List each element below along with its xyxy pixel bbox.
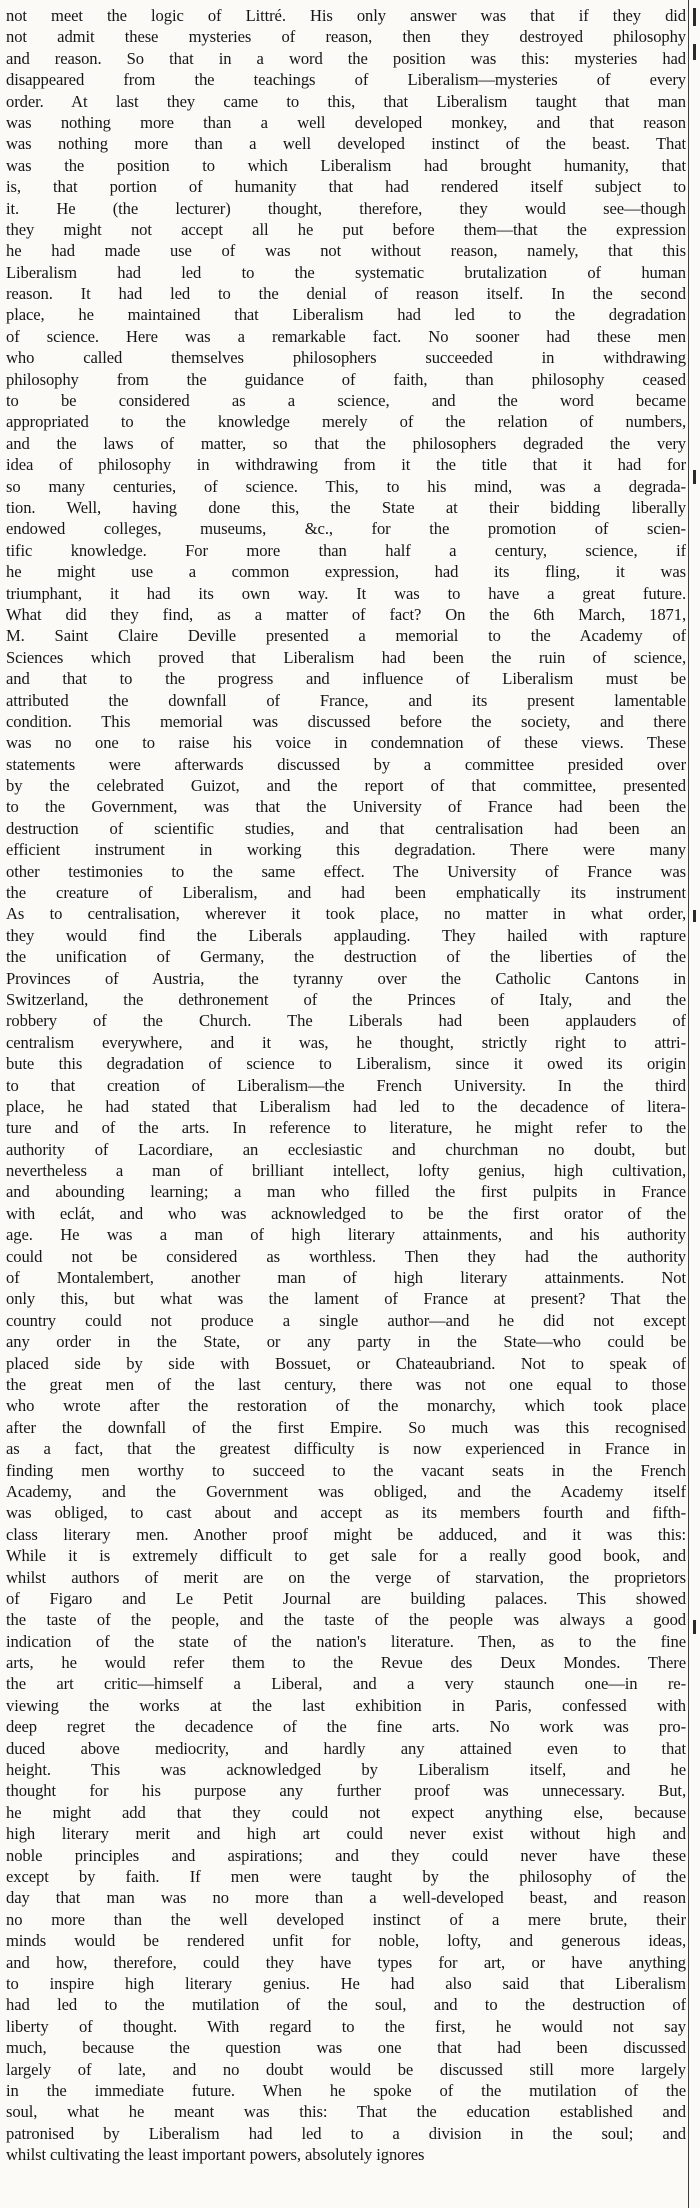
article-text-line: centralism everywhere, and it was, he thought, strictly right to attri- <box>6 1032 686 1052</box>
article-text-line: no more than the well developed instinct of a mere brute, their <box>6 1909 686 1929</box>
article-text-line: arts, he would refer them to the Revue des Deux Mondes. There <box>6 1653 686 1673</box>
article-text-line: destruction of scientific studies, and that centralisation had been an <box>6 818 686 838</box>
article-text-line: As to centralisation, wherever it took place, no matter in what order, <box>6 904 686 924</box>
article-text-line: noble principles and aspirations; and they could never have these <box>6 1845 686 1865</box>
article-text-line: he might use a common expression, had its fling, it was <box>6 562 686 582</box>
article-text-line: whilst authors of merit are on the verge of starvation, the proprietors <box>6 1567 686 1587</box>
article-text-line: was no one to raise his voice in condemnation of these views. These <box>6 733 686 753</box>
adjacent-column-edge-mark <box>693 44 696 60</box>
article-text-line: What did they find, as a matter of fact? On the 6th March, 1871, <box>6 604 686 624</box>
article-text-line: robbery of the Church. The Liberals had been applauders of <box>6 1011 686 1031</box>
article-text-line: they might not accept all he put before them—that the expression <box>6 219 686 239</box>
article-text-line: except by faith. If men were taught by the philosophy of the <box>6 1866 686 1886</box>
article-text-line: was nothing more than a well developed monkey, and that reason <box>6 112 686 132</box>
article-text-line: age. He was a man of high literary attainments, and his authority <box>6 1225 686 1245</box>
article-text-line: viewing the works at the last exhibition in Paris, confessed with <box>6 1695 686 1715</box>
article-text-line: condition. This memorial was discussed before the society, and there <box>6 711 686 731</box>
article-text-line: Academy, and the Government was obliged, and the Academy itself <box>6 1481 686 1501</box>
article-text-line: not meet the logic of Littré. His only answer was that if they did <box>6 6 686 25</box>
article-text-line: they would find the Liberals applauding. They hailed with rapture <box>6 925 686 945</box>
article-text-line: statements were afterwards discussed by a committee presided over <box>6 754 686 774</box>
article-text-line: Sciences which proved that Liberalism had been the ruin of science, <box>6 647 686 667</box>
article-text-line: class literary men. Another proof might be adduced, and it was this: <box>6 1524 686 1544</box>
article-text-line: other testimonies to the same effect. The University of France was <box>6 861 686 881</box>
article-text-line: endowed colleges, museums, &c., for the promotion of scien- <box>6 519 686 539</box>
article-text-line: to the Government, was that the University of France had been the <box>6 797 686 817</box>
article-text-line: and that to the progress and influence of Liberalism must be <box>6 669 686 689</box>
article-text-line: and reason. So that in a word the position was this: mysteries had <box>6 48 686 68</box>
article-text-line: and abounding learning; a man who filled the first pulpits in France <box>6 1182 686 1202</box>
article-text-line: tific knowledge. For more than half a century, science, if <box>6 540 686 560</box>
article-text-line: attributed the downfall of France, and its present lamentable <box>6 690 686 710</box>
article-text-line: as a fact, that the greatest difficulty is now experienced in France in <box>6 1439 686 1459</box>
article-text-line: the unification of Germany, the destruction of the liberties of the <box>6 947 686 967</box>
article-text-line: M. Saint Claire Deville presented a memorial to the Academy of <box>6 626 686 646</box>
article-text-line: and the laws of matter, so that the philosophers degraded the very <box>6 433 686 453</box>
article-text-line: was nothing more than a well developed instinct of the beast. That <box>6 134 686 154</box>
article-text-line: reason. It had led to the denial of reason itself. In the second <box>6 284 686 304</box>
article-text-line: ture and of the arts. In reference to literature, he might refer to the <box>6 1118 686 1138</box>
article-text-line: of Figaro and Le Petit Journal are building palaces. This showed <box>6 1588 686 1608</box>
article-text-line: was the position to which Liberalism had brought humanity, that <box>6 155 686 175</box>
article-text-line: placed side by side with Bossuet, or Chateaubriand. Not to speak of <box>6 1353 686 1373</box>
article-text-line: philosophy from the guidance of faith, than philosophy ceased <box>6 369 686 389</box>
article-text-line: after the downfall of the first Empire. So much was this recognised <box>6 1417 686 1437</box>
article-text-line: Switzerland, the dethronement of the Princes of Italy, and the <box>6 989 686 1009</box>
article-text-line: height. This was acknowledged by Liberalism itself, and he <box>6 1760 686 1780</box>
article-text-line: by the celebrated Guizot, and the report of that committee, presented <box>6 776 686 796</box>
adjacent-column-edge-mark <box>693 470 696 484</box>
adjacent-column-edge-mark <box>693 1620 696 1634</box>
article-text-line: had led to the mutilation of the soul, and to the destruction of <box>6 1995 686 2015</box>
article-text-line: minds would be rendered unfit for noble, lofty, and generous ideas, <box>6 1931 686 1951</box>
article-text-line: the creature of Liberalism, and had been emphatically its instrument <box>6 883 686 903</box>
article-text-line: so many centuries, of science. This, to his mind, was a degrada- <box>6 476 686 496</box>
article-text-line: only this, but what was the lament of France at present? That the <box>6 1289 686 1309</box>
adjacent-column-edge-mark <box>693 8 696 26</box>
article-text-line: in the immediate future. When he spoke of the mutilation of the <box>6 2080 686 2100</box>
article-text-line: soul, what he meant was this: That the education established and <box>6 2102 686 2122</box>
article-text-line: was obliged, to cast about and accept as its members fourth and fifth- <box>6 1503 686 1523</box>
article-text-line: tion. Well, having done this, the State at their bidding liberally <box>6 497 686 517</box>
article-text-line: it. He (the lecturer) thought, therefore, they would see—though <box>6 198 686 218</box>
article-text-line: with eclát, and who was acknowledged to be the first orator of the <box>6 1203 686 1223</box>
article-text-line: bute this degradation of science to Liberalism, since it owed its origin <box>6 1054 686 1074</box>
article-text-line: country could not produce a single author—and he did not except <box>6 1310 686 1330</box>
article-text-line: Provinces of Austria, the tyranny over the Catholic Cantons in <box>6 968 686 988</box>
article-text-line: to inspire high literary genius. He had also said that Liberalism <box>6 1973 686 1993</box>
column-rule <box>688 0 689 2208</box>
article-text-line: triumphant, it had its own way. It was to have a great future. <box>6 583 686 603</box>
article-text-line: patronised by Liberalism had led to a division in the soul; and <box>6 2123 686 2143</box>
article-text-line: idea of philosophy in withdrawing from it the title that it had for <box>6 455 686 475</box>
article-text-line: not admit these mysteries of reason, then they destroyed philosophy <box>6 27 686 47</box>
article-text-line: to that creation of Liberalism—the French University. In the third <box>6 1075 686 1095</box>
article-text-line: could not be considered as worthless. Then they had the authority <box>6 1246 686 1266</box>
article-text-line: any order in the State, or any party in the State—who could be <box>6 1332 686 1352</box>
article-text-line: liberty of thought. With regard to the first, he would not say <box>6 2016 686 2036</box>
article-text-line: order. At last they came to this, that Liberalism taught that man <box>6 91 686 111</box>
article-text-line: largely of late, and no doubt would be discussed still more largely <box>6 2059 686 2079</box>
article-text-line: who wrote after the restoration of the monarchy, which took place <box>6 1396 686 1416</box>
article-text-line: Liberalism had led to the systematic brutalization of human <box>6 262 686 282</box>
article-text-line: to be considered as a science, and the word became <box>6 391 686 411</box>
article-text-line: place, he had stated that Liberalism had led to the decadence of litera- <box>6 1096 686 1116</box>
article-text-line: deep regret the decadence of the fine arts. No work was pro- <box>6 1717 686 1737</box>
article-text-line: finding men worthy to succeed to the vacant seats in the French <box>6 1460 686 1480</box>
article-text-line: disappeared from the teachings of Liberalism—mysteries of every <box>6 70 686 90</box>
article-text-line: duced above mediocrity, and hardly any attained even to that <box>6 1738 686 1758</box>
article-text-line: the great men of the last century, there was not one equal to those <box>6 1375 686 1394</box>
article-text-line: place, he maintained that Liberalism had led to the degradation <box>6 305 686 325</box>
article-text-line: is, that portion of humanity that had rendered itself subject to <box>6 177 686 197</box>
article-column <box>6 5 686 2165</box>
article-text-line: indication of the state of the nation's literature. Then, as to the fine <box>6 1631 686 1651</box>
article-text-line: thought for his purpose any further proof was unnecessary. But, <box>6 1781 686 1801</box>
article-text-line: high literary merit and high art could never exist without high and <box>6 1824 686 1844</box>
article-text-line: the art critic—himself a Liberal, and a very staunch one—in re- <box>6 1674 686 1694</box>
article-text-line: authority of Lacordiare, an ecclesiastic and churchman no doubt, but <box>6 1139 686 1159</box>
article-text-line: the taste of the people, and the taste of the people was always a good <box>6 1610 686 1630</box>
article-text-line: While it is extremely difficult to get sale for a really good book, and <box>6 1546 686 1566</box>
article-text-line: of Montalembert, another man of high literary attainments. Not <box>6 1268 686 1288</box>
article-text-line: appropriated to the knowledge merely of the relation of numbers, <box>6 412 686 432</box>
article-text-line: and how, therefore, could they have types for art, or have anything <box>6 1952 686 1972</box>
article-text-line: much, because the question was one that had been discussed <box>6 2038 686 2058</box>
article-text-line: whilst cultivating the least important powers, absolutely ignores <box>6 2145 425 2165</box>
article-text-line: of science. Here was a remarkable fact. No sooner had these men <box>6 326 686 346</box>
article-text-line: efficient instrument in working this degradation. There were many <box>6 840 686 860</box>
article-text-line: day that man was no more than a well-developed beast, and reason <box>6 1888 686 1908</box>
adjacent-column-edge-mark <box>693 910 696 922</box>
article-text-line: he had made use of was not without reason, namely, that this <box>6 241 686 261</box>
article-text-line: he might add that they could not expect anything else, because <box>6 1802 686 1822</box>
article-text-line: who called themselves philosophers succeeded in withdrawing <box>6 348 686 368</box>
article-text-line: nevertheless a man of brilliant intellect, lofty genius, high cultivation, <box>6 1161 686 1181</box>
